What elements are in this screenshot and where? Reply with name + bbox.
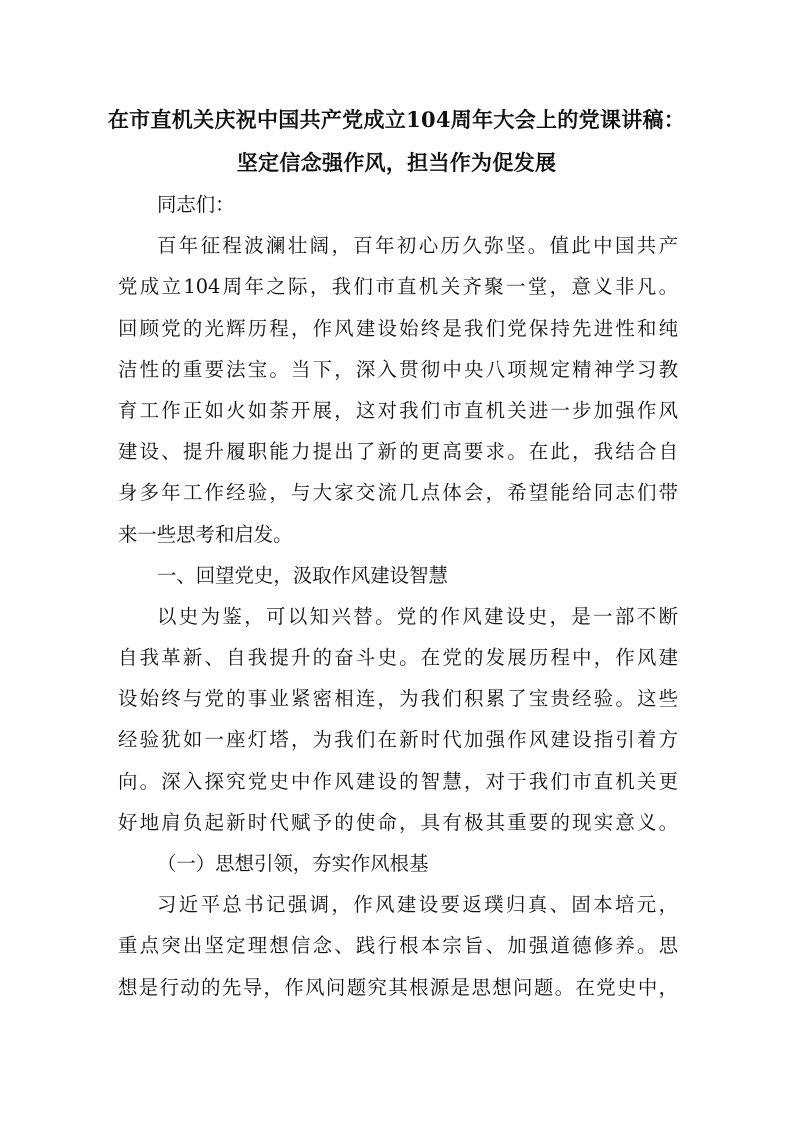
body-line: 向。深入探究党史中作风建设的智慧，对于我们市直机关更: [118, 769, 678, 793]
body-line: 习近平总书记强调，作风建设要返璞归真、固本培元，: [157, 893, 678, 917]
body-line: 设始终与党的事业紧密相连，为我们积累了宝贵经验。这些: [118, 687, 678, 711]
salutation: 同志们：: [157, 193, 235, 216]
section-heading: 一、回望党史，汲取作风建设智慧: [157, 563, 448, 587]
body-line: 来一些思考和启发。: [118, 522, 293, 546]
document-title-line-2: 坚定信念强作风，担当作为促发展: [236, 150, 557, 175]
body-line: 建设、提升履职能力提出了新的更高要求。在此，我结合自: [118, 440, 678, 464]
body-line: 好地肩负起新时代赋予的使命，具有极其重要的现实意义。: [118, 810, 678, 834]
body-line: 重点突出坚定理想信念、践行根本宗旨、加强道德修养。思: [118, 934, 678, 958]
body-line: 百年征程波澜壮阔，百年初心历久弥坚。值此中国共产: [157, 234, 678, 258]
body-line: 洁性的重要法宝。当下，深入贯彻中央八项规定精神学习教: [118, 357, 678, 381]
document-title-line-1: 在市直机关庆祝中国共产党成立104周年大会上的党课讲稿：: [107, 107, 686, 132]
body-line: 党成立104周年之际，我们市直机关齐聚一堂，意义非凡。: [118, 275, 678, 299]
body-line: 以史为鉴，可以知兴替。党的作风建设史，是一部不断: [157, 604, 678, 628]
body-line: 想是行动的先导，作风问题究其根源是思想问题。在党史中，: [118, 975, 678, 999]
body-line: 育工作正如火如荼开展，这对我们市直机关进一步加强作风: [118, 398, 678, 422]
body-line: 身多年工作经验，与大家交流几点体会，希望能给同志们带: [118, 481, 678, 505]
body-line: 回顾党的光辉历程，作风建设始终是我们党保持先进性和纯: [118, 316, 678, 340]
document-body: [118, 184, 678, 1008]
body-line: 自我革新、自我提升的奋斗史。在党的发展历程中，作风建: [118, 646, 678, 670]
body-line: 经验犹如一座灯塔，为我们在新时代加强作风建设指引着方: [118, 728, 678, 752]
subsection-heading: （一）思想引领，夯实作风根基: [157, 852, 429, 875]
